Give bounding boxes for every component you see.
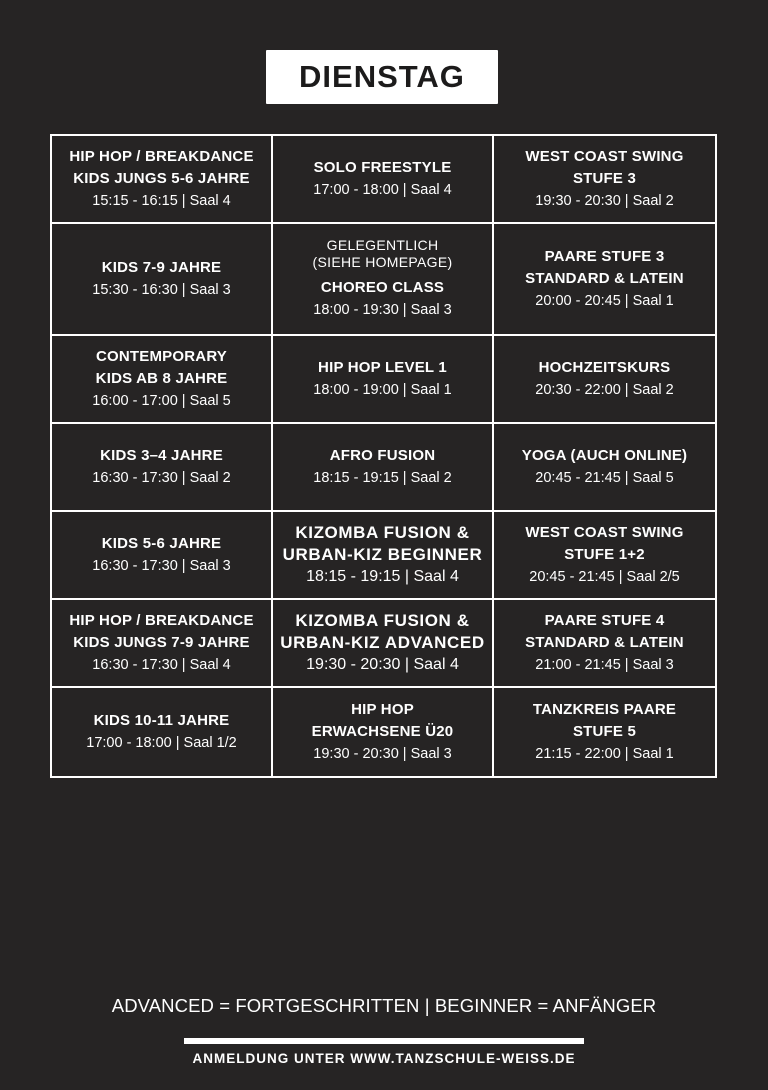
class-title: TANZKREIS PAARE: [532, 701, 677, 718]
class-cell: [494, 224, 715, 336]
class-cell: [52, 600, 273, 688]
class-title: STUFE 1+2: [564, 546, 645, 563]
class-title: HIP HOP / BREAKDANCE: [69, 612, 254, 629]
class-time-room: 15:30 - 16:30 | Saal 3: [92, 282, 231, 298]
class-time-room: 21:15 - 22:00 | Saal 1: [535, 746, 674, 762]
class-cell: [273, 424, 494, 512]
class-time-room: 19:30 - 20:30 | Saal 3: [313, 746, 452, 762]
class-title: HIP HOP: [351, 701, 414, 718]
page-title: DIENSTAG: [266, 50, 498, 104]
class-title: STUFE 3: [572, 170, 637, 187]
legend-text: ADVANCED = FORTGESCHRITTEN | BEGINNER = ANFÄNGER: [111, 995, 657, 1016]
class-time-room: 20:45 - 21:45 | Saal 2/5: [529, 569, 680, 585]
class-time-room: 16:30 - 17:30 | Saal 3: [92, 558, 231, 574]
class-time-room: 20:00 - 20:45 | Saal 1: [535, 293, 674, 309]
class-title: PAARE STUFE 3: [544, 248, 665, 265]
class-title: ERWACHSENE Ü20: [311, 723, 454, 740]
class-title: PAARE STUFE 4: [544, 612, 665, 629]
class-time-room: 16:30 - 17:30 | Saal 2: [92, 470, 231, 486]
class-title: HIP HOP LEVEL 1: [318, 359, 447, 376]
class-time-room: 20:30 - 22:00 | Saal 2: [535, 382, 674, 398]
class-title: WEST COAST SWING: [525, 524, 684, 541]
class-note: [313, 237, 453, 271]
class-cell: [273, 688, 494, 776]
class-cell: [494, 688, 715, 776]
class-title: KIDS JUNGS 7-9 JAHRE: [73, 634, 250, 651]
class-title: KIZOMBA FUSION &: [295, 611, 470, 630]
class-title: KIDS 10-11 JAHRE: [93, 712, 230, 729]
class-title: HIP HOP / BREAKDANCE: [69, 148, 254, 165]
class-title: YOGA (AUCH ONLINE): [521, 447, 688, 464]
class-title: STANDARD & LATEIN: [525, 270, 684, 287]
class-title: KIDS 3–4 JAHRE: [100, 447, 223, 464]
class-cell: [52, 424, 273, 512]
class-title: KIDS JUNGS 5-6 JAHRE: [73, 170, 250, 187]
class-title: WEST COAST SWING: [525, 148, 684, 165]
class-cell: [273, 336, 494, 424]
class-title: STUFE 5: [572, 723, 637, 740]
class-time-room: 19:30 - 20:30 | Saal 2: [535, 193, 674, 209]
class-title: SOLO FREESTYLE: [313, 159, 452, 176]
class-time-room: 17:00 - 18:00 | Saal 4: [313, 182, 452, 198]
class-cell: [494, 512, 715, 600]
class-title: CHOREO CLASS: [320, 279, 445, 296]
class-time-room: 18:15 - 19:15 | Saal 4: [306, 568, 459, 585]
class-time-room: 18:00 - 19:30 | Saal 3: [313, 302, 452, 318]
class-time-room: 18:15 - 19:15 | Saal 2: [313, 470, 452, 486]
class-cell: [273, 136, 494, 224]
class-title: CONTEMPORARY: [95, 348, 227, 365]
class-title: KIDS AB 8 JAHRE: [95, 370, 228, 387]
schedule-grid: [50, 134, 717, 778]
class-title: AFRO FUSION: [329, 447, 436, 464]
class-cell: [273, 600, 494, 688]
class-title: HOCHZEITSKURS: [538, 359, 671, 376]
class-cell: [494, 136, 715, 224]
class-time-room: 16:00 - 17:00 | Saal 5: [92, 393, 231, 409]
class-cell: [273, 512, 494, 600]
class-title: URBAN-KIZ BEGINNER: [282, 545, 483, 564]
class-note-line: GELEGENTLICH: [326, 237, 439, 253]
class-cell: [52, 224, 273, 336]
class-time-room: 21:00 - 21:45 | Saal 3: [535, 657, 674, 673]
class-cell: [52, 136, 273, 224]
class-time-room: 16:30 - 17:30 | Saal 4: [92, 657, 231, 673]
class-time-room: 17:00 - 18:00 | Saal 1/2: [86, 735, 237, 751]
class-cell: [273, 224, 494, 336]
class-note-line: (SIEHE HOMEPAGE): [312, 254, 453, 270]
class-time-room: 20:45 - 21:45 | Saal 5: [535, 470, 674, 486]
class-cell: [52, 688, 273, 776]
class-cell: [494, 424, 715, 512]
class-title: KIZOMBA FUSION &: [295, 523, 470, 542]
class-time-room: 15:15 - 16:15 | Saal 4: [92, 193, 231, 209]
class-title: STANDARD & LATEIN: [525, 634, 684, 651]
class-time-room: 18:00 - 19:00 | Saal 1: [313, 382, 452, 398]
class-title: KIDS 5-6 JAHRE: [101, 535, 222, 552]
class-title: KIDS 7-9 JAHRE: [101, 259, 222, 276]
class-time-room: 19:30 - 20:30 | Saal 4: [306, 656, 459, 673]
class-title: URBAN-KIZ ADVANCED: [280, 633, 485, 652]
divider: [184, 1038, 584, 1044]
class-cell: [52, 512, 273, 600]
class-cell: [494, 600, 715, 688]
class-cell: [52, 336, 273, 424]
signup-text: ANMELDUNG UNTER WWW.TANZSCHULE-WEISS.DE: [192, 1051, 576, 1066]
class-cell: [494, 336, 715, 424]
